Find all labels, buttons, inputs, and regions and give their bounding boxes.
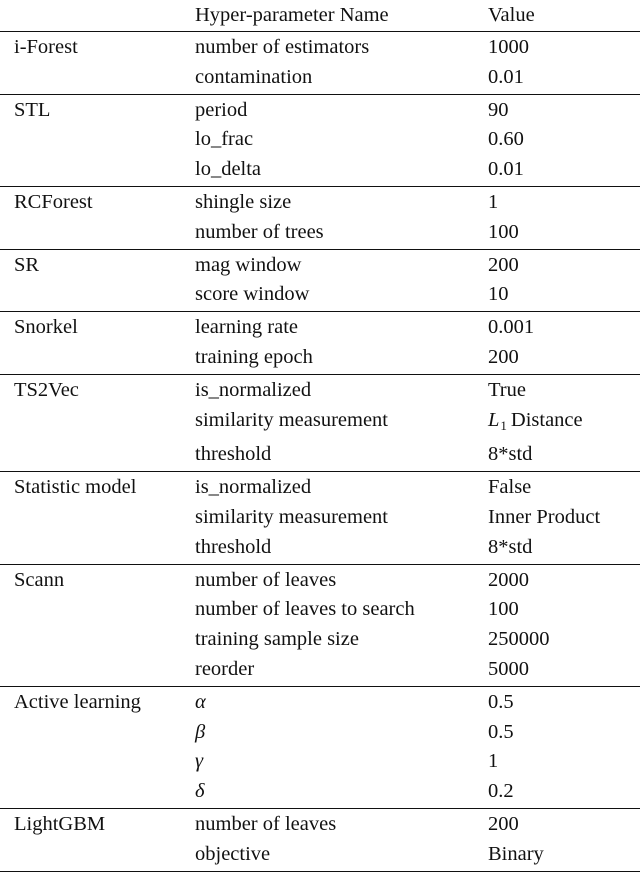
param-value: 0.60 bbox=[488, 128, 524, 151]
param-value: Binary bbox=[488, 842, 544, 865]
param-value: 1000 bbox=[488, 36, 529, 58]
param-value-text: Distance bbox=[510, 408, 583, 431]
table-header bbox=[0, 0, 640, 32]
param-name: number of leaves to search bbox=[195, 598, 415, 621]
param-value: 100 bbox=[488, 220, 519, 243]
param-value: 2000 bbox=[488, 568, 529, 591]
param-value: 100 bbox=[488, 598, 519, 621]
empty-cell bbox=[0, 406, 195, 441]
param-value: False bbox=[488, 476, 532, 499]
param-value: 200 bbox=[488, 253, 519, 276]
param-name: threshold bbox=[195, 535, 272, 558]
empty-cell bbox=[0, 655, 195, 686]
param-name: similarity measurement bbox=[195, 505, 388, 528]
param-value: 1 bbox=[488, 750, 499, 773]
param-name: number of estimators bbox=[195, 36, 370, 58]
table-row bbox=[0, 374, 640, 405]
table-row bbox=[0, 595, 640, 625]
param-value: 10 bbox=[488, 283, 509, 306]
empty-cell bbox=[0, 625, 195, 655]
group-ts2vec bbox=[0, 374, 640, 471]
table-row bbox=[0, 655, 640, 686]
param-value: 0.001 bbox=[488, 316, 535, 339]
table-row bbox=[0, 249, 640, 280]
model-name: Active learning bbox=[14, 690, 141, 713]
param-name: threshold bbox=[195, 443, 272, 466]
param-name: number of trees bbox=[195, 220, 324, 243]
group-lightgbm bbox=[0, 808, 640, 871]
param-value: 1 bbox=[488, 190, 499, 213]
model-name: TS2Vec bbox=[14, 378, 79, 401]
param-name: β bbox=[195, 720, 206, 743]
empty-cell bbox=[0, 747, 195, 777]
table-row bbox=[0, 406, 640, 441]
param-value: 0.2 bbox=[488, 780, 514, 803]
param-name: is_normalized bbox=[195, 476, 312, 499]
param-name: training epoch bbox=[195, 345, 313, 368]
table-row bbox=[0, 32, 640, 63]
group-sr bbox=[0, 249, 640, 312]
header-hyperparameter-name: Hyper-parameter Name bbox=[195, 4, 389, 26]
param-value: 0.5 bbox=[488, 720, 514, 743]
param-name: lo_delta bbox=[195, 158, 262, 181]
model-name: Snorkel bbox=[14, 316, 78, 339]
empty-cell bbox=[0, 125, 195, 155]
param-name: mag window bbox=[195, 253, 302, 276]
param-name: similarity measurement bbox=[195, 408, 388, 431]
model-name: Scann bbox=[14, 568, 65, 591]
table-row bbox=[0, 125, 640, 155]
param-name: number of leaves bbox=[195, 812, 337, 835]
model-name: SR bbox=[14, 253, 40, 276]
table-row bbox=[0, 63, 640, 94]
math-subscript: 1 bbox=[500, 417, 507, 433]
header-value: Value bbox=[488, 4, 535, 26]
model-name: STL bbox=[14, 98, 51, 121]
param-name: lo_frac bbox=[195, 128, 254, 151]
param-value: 0.5 bbox=[488, 690, 514, 713]
empty-cell bbox=[0, 595, 195, 625]
table-row bbox=[0, 440, 640, 471]
group-snorkel bbox=[0, 312, 640, 375]
param-name: contamination bbox=[195, 65, 313, 88]
table-row bbox=[0, 777, 640, 808]
header-row bbox=[0, 0, 640, 32]
param-value: 0.01 bbox=[488, 158, 524, 181]
param-value: 90 bbox=[488, 98, 509, 121]
group-scann bbox=[0, 564, 640, 686]
table-row bbox=[0, 472, 640, 503]
group-stl bbox=[0, 94, 640, 186]
param-name: training sample size bbox=[195, 628, 359, 651]
table-row bbox=[0, 343, 640, 374]
param-name: learning rate bbox=[195, 316, 299, 339]
table-row bbox=[0, 218, 640, 249]
empty-cell bbox=[0, 533, 195, 564]
param-name: is_normalized bbox=[195, 378, 312, 401]
param-name: reorder bbox=[195, 657, 255, 680]
empty-cell bbox=[0, 280, 195, 311]
table-row bbox=[0, 808, 640, 839]
param-name: shingle size bbox=[195, 190, 292, 213]
param-name: α bbox=[195, 690, 206, 713]
param-value: Inner Product bbox=[488, 505, 601, 528]
param-value: 8*std bbox=[488, 535, 533, 558]
param-name: objective bbox=[195, 842, 271, 865]
empty-cell bbox=[0, 440, 195, 471]
table-row bbox=[0, 686, 640, 717]
model-name: RCForest bbox=[14, 190, 93, 213]
empty-cell bbox=[0, 218, 195, 249]
param-value: 200 bbox=[488, 345, 519, 368]
group-i-forest bbox=[0, 32, 640, 95]
empty-cell bbox=[0, 718, 195, 748]
empty-cell bbox=[0, 155, 195, 186]
param-value: 5000 bbox=[488, 657, 529, 680]
table-row bbox=[0, 840, 640, 871]
table-row bbox=[0, 625, 640, 655]
empty-cell bbox=[0, 840, 195, 871]
group-statistic-model bbox=[0, 472, 640, 564]
param-value: True bbox=[488, 378, 526, 401]
empty-cell bbox=[0, 63, 195, 94]
model-name: Statistic model bbox=[14, 476, 137, 499]
param-name: number of leaves bbox=[195, 568, 337, 591]
table-row bbox=[0, 280, 640, 311]
param-value: 0.01 bbox=[488, 65, 524, 88]
table-row bbox=[0, 533, 640, 564]
param-value: 250000 bbox=[488, 628, 550, 651]
model-name: LightGBM bbox=[14, 812, 106, 835]
group-rcforest bbox=[0, 186, 640, 249]
table-row bbox=[0, 94, 640, 125]
empty-cell bbox=[0, 503, 195, 533]
param-name: score window bbox=[195, 283, 310, 306]
group-active-learning bbox=[0, 686, 640, 808]
table-row bbox=[0, 747, 640, 777]
table-row bbox=[0, 503, 640, 533]
model-name: i-Forest bbox=[14, 36, 78, 58]
table-row bbox=[0, 186, 640, 217]
param-value: 8*std bbox=[488, 443, 533, 466]
param-value: 200 bbox=[488, 812, 519, 835]
table-row bbox=[0, 718, 640, 748]
math-symbol-l: L bbox=[488, 408, 500, 431]
table-row bbox=[0, 155, 640, 186]
param-name: period bbox=[195, 98, 248, 121]
empty-cell bbox=[0, 343, 195, 374]
header-model bbox=[0, 0, 195, 32]
empty-cell bbox=[0, 777, 195, 808]
table-row bbox=[0, 564, 640, 595]
param-name: γ bbox=[195, 750, 204, 773]
param-name: δ bbox=[195, 780, 205, 803]
param-value bbox=[488, 406, 640, 441]
table-row bbox=[0, 312, 640, 343]
